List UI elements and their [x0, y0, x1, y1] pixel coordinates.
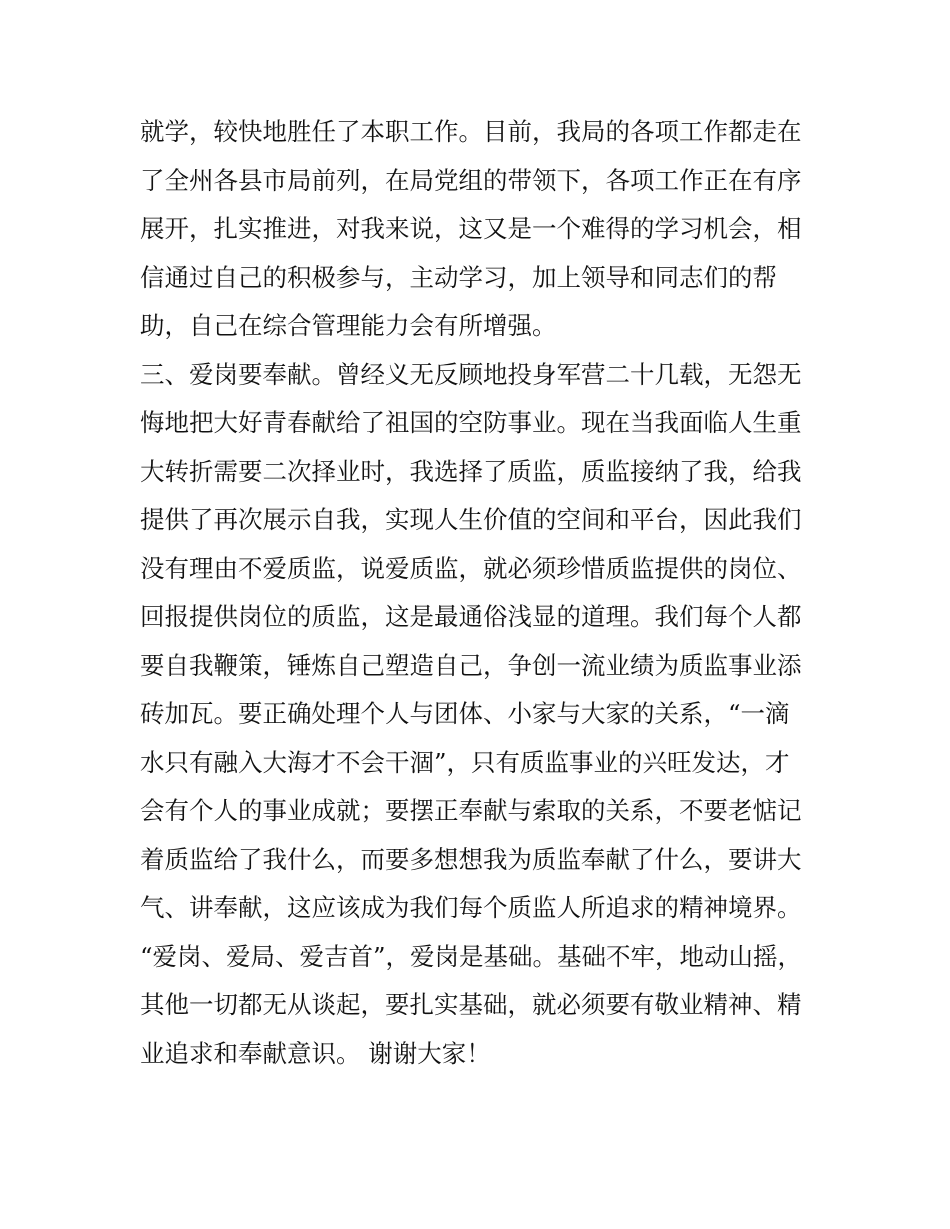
text-line-15: 会有个人的事业成就；要摆正奉献与索取的关系，不要老惦记: [140, 796, 802, 825]
text-line-9: 提供了再次展示自我，实现人生价值的空间和平台，因此我们: [140, 505, 802, 534]
text-line-4: 信通过自己的积极参与，主动学习，加上领导和同志们的帮: [140, 262, 777, 292]
text-line-11: 回报提供岗位的质监，这是最通俗浅显的道理。我们每个人都: [140, 602, 802, 631]
text-line-3: 展开，扎实推进，对我来说，这又是一个难得的学习机会，相: [140, 214, 802, 243]
text-line-7: 悔地把大好青春献给了祖国的空防事业。现在当我面临人生重: [140, 408, 802, 437]
text-line-16: 着质监给了我什么，而要多想想我为质监奉献了什么，要讲大: [140, 844, 802, 874]
text-line-18: “爱岗、爱局、爱吉首”，爱岗是基础。基础不牢，地动山摇，: [140, 941, 803, 971]
body-text: [140, 108, 830, 1078]
text-line-12: 要自我鞭策，锤炼自己塑造自己，争创一流业绩为质监事业添: [140, 650, 802, 680]
text-line-2: 了全州各县市局前列，在局党组的带领下，各项工作正在有序: [140, 165, 802, 195]
text-line-1: 就学，较快地胜任了本职工作。目前，我局的各项工作都走在: [140, 117, 802, 146]
text-line-8: 大转折需要二次择业时，我选择了质监，质监接纳了我，给我: [140, 456, 802, 486]
text-line-13: 砖加瓦。要正确处理个人与团体、小家与大家的关系，“一滴: [140, 699, 790, 728]
text-line-17: 气、讲奉献，这应该成为我们每个质监人所追求的精神境界。: [140, 893, 802, 922]
text-line-19: 其他一切都无从谈起，要扎实基础，就必须要有敬业精神、精: [140, 990, 802, 1019]
text-line-10: 没有理由不爱质监，说爱质监，就必须珍惜质监提供的岗位、: [140, 553, 802, 583]
text-line-5: 助，自己在综合管理能力会有所增强。: [140, 311, 557, 340]
text-line-14: 水只有融入大海才不会干涸”，只有质监事业的兴旺发达，才: [140, 747, 790, 777]
text-line-6: 三、爱岗要奉献。曾经义无反顾地投身军营二十几载，无怨无: [140, 359, 802, 389]
text-line-20: 业追求和奉献意识。 谢谢大家！: [140, 1038, 491, 1068]
